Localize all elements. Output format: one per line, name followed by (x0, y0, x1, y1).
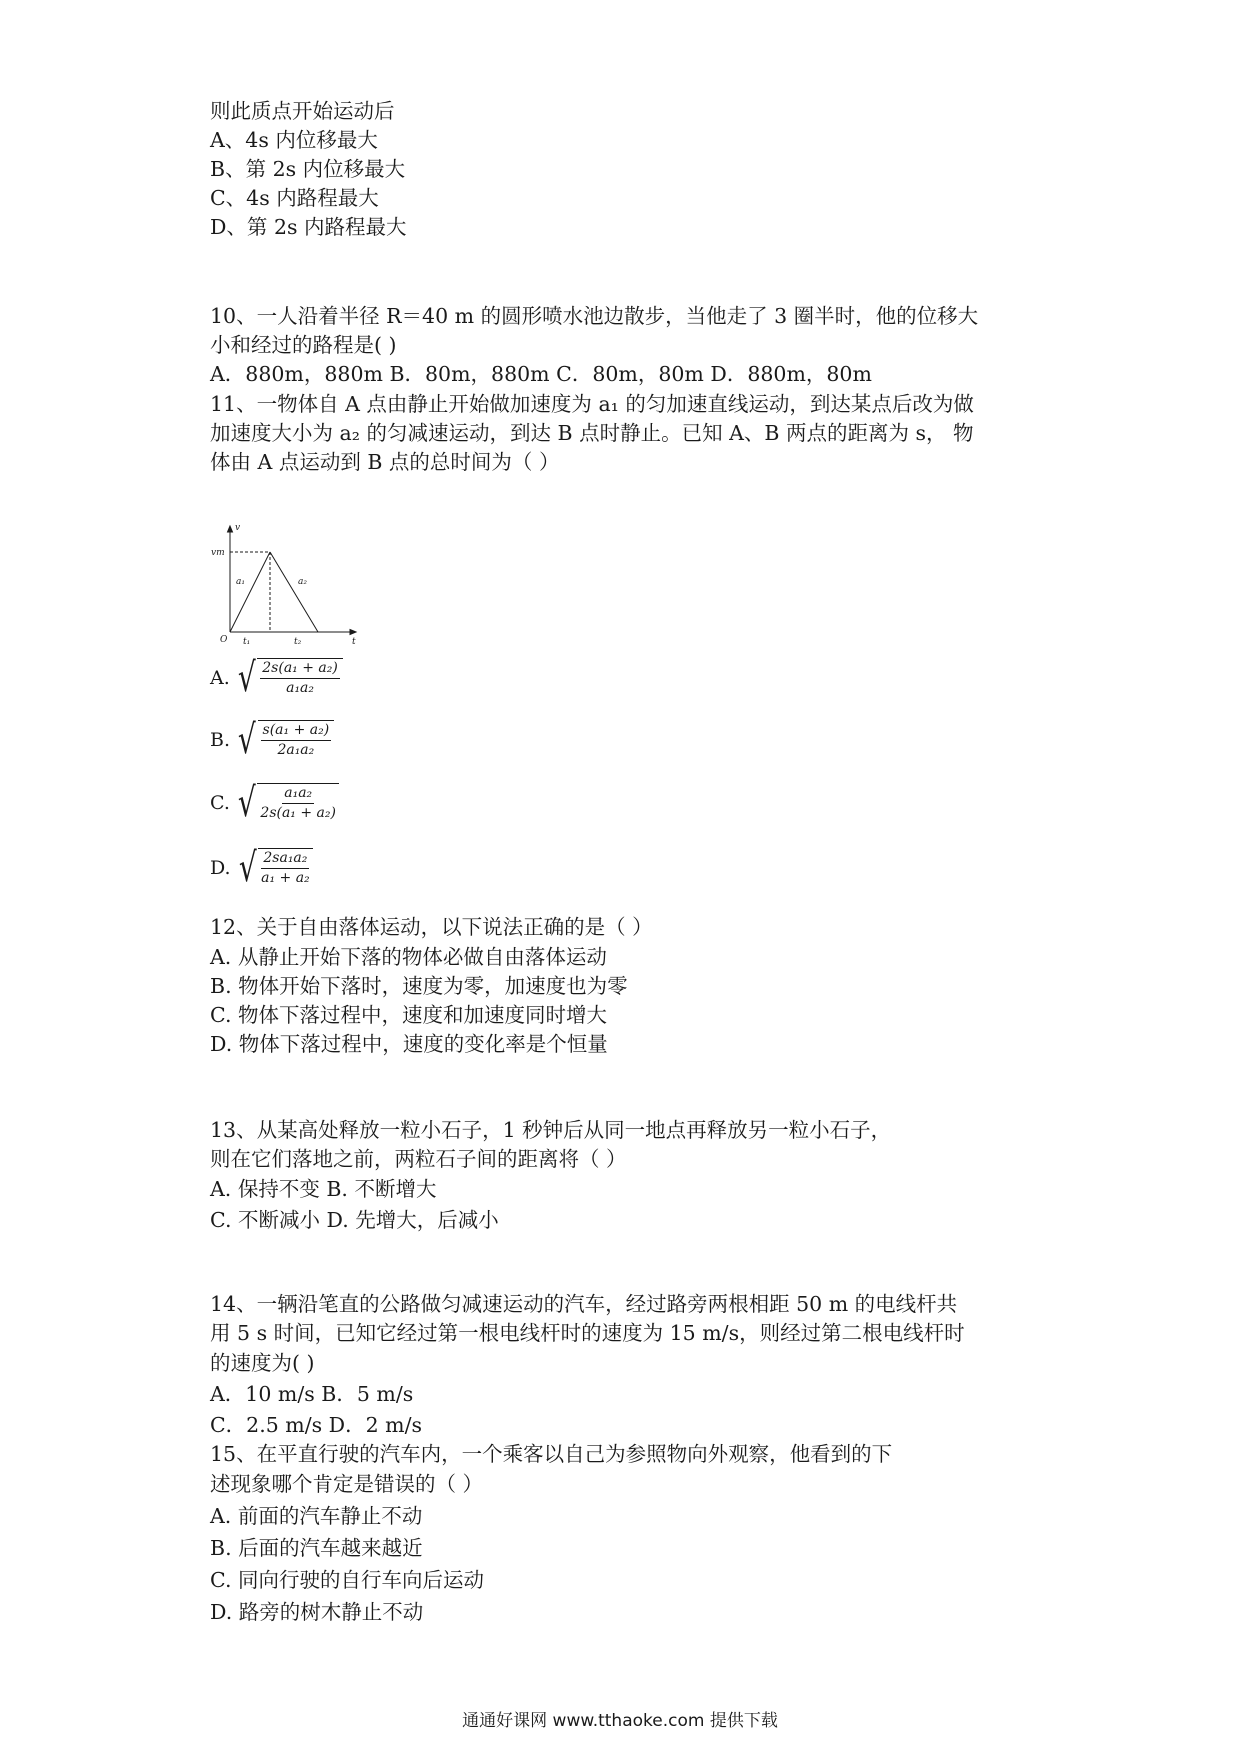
sqrt-sign: √ (237, 780, 256, 826)
q11-option-b-denominator: 2a₁a₂ (277, 742, 315, 758)
q11-option-d-denominator: a₁ + a₂ (261, 870, 310, 886)
q11-option-b-label: B. (210, 729, 231, 751)
accel-segment (230, 552, 270, 632)
q12-option-d: D. 物体下落过程中，速度的变化率是个恒量 (210, 1032, 608, 1056)
q15-line2: 述现象哪个肯定是错误的（ ） (210, 1472, 484, 1496)
q11-option-d-numerator: 2sa₁a₂ (261, 849, 309, 869)
q11-option-c-denominator: 2s(a₁ + a₂) (260, 805, 336, 821)
t-axis-arrow (350, 630, 356, 635)
q12-option-a: A. 从静止开始下落的物体必做自由落体运动 (210, 945, 607, 969)
origin-label: O (220, 635, 228, 645)
q14-options-row1: A．10 m/s B．5 m/s (210, 1382, 414, 1406)
q11-option-a-denominator: a₁a₂ (286, 680, 315, 696)
q9-option-c: C、4s 内路程最大 (210, 186, 379, 210)
velocity-time-graph (210, 522, 360, 647)
q13-options-row2: C. 不断减小 D. 先增大，后减小 (210, 1208, 499, 1232)
q15-option-a: A. 前面的汽车静止不动 (210, 1504, 423, 1528)
q15-line1: 15、在平直行驶的汽车内，一个乘客以自己为参照物向外观察，他看到的下 (210, 1442, 893, 1466)
q9-option-d: D、第 2s 内路程最大 (210, 215, 407, 239)
q9-option-b: B、第 2s 内位移最大 (210, 157, 406, 181)
q15-option-b: B. 后面的汽车越来越近 (210, 1536, 423, 1560)
q11-option-d (210, 845, 313, 891)
sqrt-sign: √ (238, 845, 257, 891)
decel-segment (270, 552, 318, 632)
q15-option-c: C. 同向行驶的自行车向后运动 (210, 1568, 484, 1592)
q10-line1: 10、一人沿着半径 R＝40 m 的圆形喷水池边散步，当他走了 3 圈半时，他的位移大 (210, 304, 979, 328)
sqrt-sign: √ (237, 655, 256, 701)
q13-line2: 则在它们落地之前，两粒石子间的距离将（ ） (210, 1147, 627, 1171)
q14-options-row2: C．2.5 m/s D．2 m/s (210, 1413, 423, 1437)
page-footer: 通通好课网 www.tthaoke.com 提供下载 (462, 1711, 778, 1731)
q14-line1: 14、一辆沿笔直的公路做匀减速运动的汽车，经过路旁两根相距 50 m 的电线杆共 (210, 1292, 958, 1316)
q11-line2: 加速度大小为 a₂ 的匀减速运动，到达 B 点时静止。已知 A、B 两点的距离为 s， 物 (210, 421, 974, 445)
q11-option-d-label: D. (210, 857, 231, 879)
t1-label: t₁ (243, 637, 251, 647)
q10-options: A．880m，880m B．80m，880m C．80m，80m D．880m，80m (210, 362, 872, 386)
q12-option-c: C. 物体下落过程中，速度和加速度同时增大 (210, 1003, 607, 1027)
a2-label: a₂ (298, 577, 307, 587)
q11-option-b (210, 717, 334, 763)
q14-line3: 的速度为( ) (210, 1351, 315, 1375)
q11-option-b-numerator: s(a₁ + a₂) (261, 721, 332, 741)
q12-stem: 12、关于自由落体运动，以下说法正确的是（ ） (210, 915, 653, 939)
q9-option-a: A、4s 内位移最大 (210, 128, 378, 152)
q11-option-c-numerator: a₁a₂ (282, 784, 314, 804)
q15-option-d: D. 路旁的树木静止不动 (210, 1600, 424, 1624)
q11-option-c-label: C. (210, 792, 230, 814)
q11-line3: 体由 A 点运动到 B 点的总时间为（ ） (210, 450, 560, 474)
q14-line2: 用 5 s 时间，已知它经过第一根电线杆时的速度为 15 m/s，则经过第二根电线杆时 (210, 1321, 965, 1345)
q11-line1: 11、一物体自 A 点由静止开始做加速度为 a₁ 的匀加速直线运动，到达某点后改为做 (210, 392, 974, 416)
q11-option-a (210, 655, 343, 701)
sqrt-sign: √ (237, 717, 256, 763)
q13-line1: 13、从某高处释放一粒小石子，1 秒钟后从同一地点再释放另一粒小石子， (210, 1118, 892, 1142)
q9-stem: 则此质点开始运动后 (210, 99, 395, 123)
vm-label: vm (211, 548, 225, 558)
q11-option-c (210, 780, 339, 826)
a1-label: a₁ (236, 577, 245, 587)
q11-option-a-label: A. (210, 667, 230, 689)
t-axis-label: t (352, 637, 356, 647)
q11-option-a-numerator: 2s(a₁ + a₂) (260, 659, 340, 679)
v-axis-arrow (228, 526, 233, 532)
t2-label: t₂ (294, 637, 302, 647)
v-axis-label: v (235, 523, 241, 533)
q12-option-b: B. 物体开始下落时，速度为零，加速度也为零 (210, 974, 628, 998)
q13-options-row1: A. 保持不变 B. 不断增大 (210, 1177, 437, 1201)
q10-line2: 小和经过的路程是( ) (210, 333, 397, 357)
